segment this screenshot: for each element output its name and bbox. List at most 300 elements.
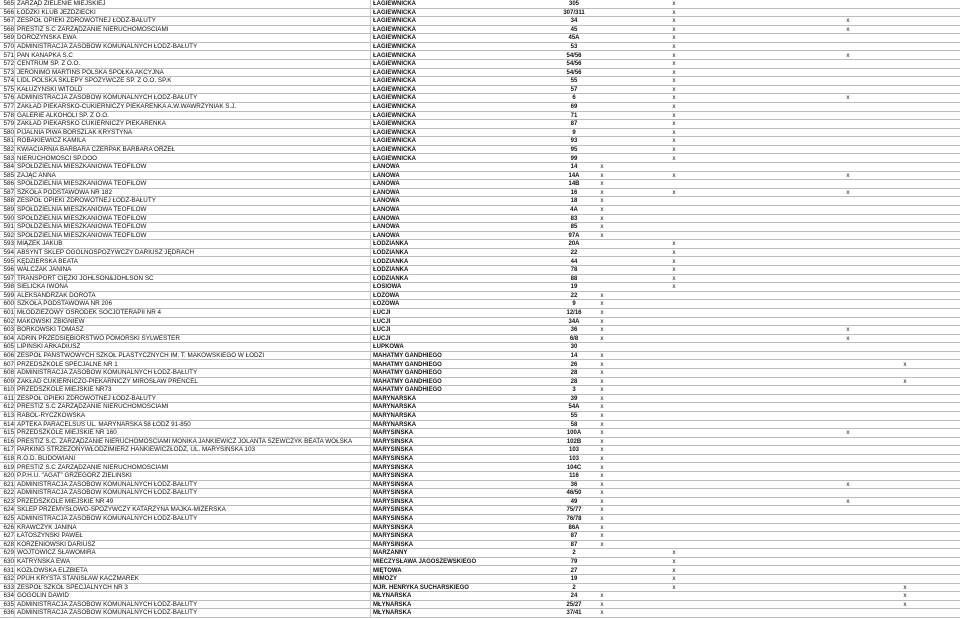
mark-col-5: x: [903, 583, 907, 591]
street-name: ŁANOWA: [373, 181, 400, 188]
table-row: [0, 524, 960, 533]
entity-name: ZESPÓŁ PAŃSTWOWYCH SZKÓŁ PLASTYCZNYCH IM. T. MAKOWSKIEGO W ŁODZI: [17, 351, 265, 359]
row-number: 605: [3, 343, 14, 351]
table-row: [0, 9, 960, 18]
row-number: 607: [3, 360, 14, 368]
row-number: 592: [3, 231, 14, 239]
street-name: ŁANOWA: [373, 172, 400, 179]
building-number: 20A: [568, 241, 580, 248]
entity-name: ADMINISTRACJA ZASOBÓW KOMUNALNYCH ŁÓDŹ-BAŁUTY: [17, 369, 198, 377]
row-number: 617: [3, 446, 14, 454]
table-row: [0, 506, 960, 515]
row-number: 609: [3, 377, 14, 385]
entity-name: PRESTIŻ S.C ZARZĄDZANIE NIERUCHOMOŚCIAMI: [17, 25, 169, 33]
building-number: 28: [570, 378, 578, 385]
street-name: ŁAGIEWNICKA: [373, 26, 416, 33]
building-number: 22: [570, 292, 578, 299]
street-name: MAHATMY GANDHIEGO: [373, 370, 442, 377]
mark-col-1: x: [600, 291, 604, 299]
mark-col-2: x: [672, 575, 676, 583]
building-number: 34: [570, 18, 578, 25]
building-number: 28: [570, 370, 578, 377]
building-number: 3: [572, 387, 576, 394]
building-number: 104C: [566, 464, 582, 471]
street-name: MJR. HENRYKA SUCHARSKIEGO: [373, 584, 469, 591]
building-number: 305: [568, 1, 579, 7]
building-number: 58: [570, 421, 578, 428]
mark-col-1: x: [600, 523, 604, 531]
table-row: [0, 258, 960, 267]
table-row: [0, 43, 960, 52]
row-number: 612: [3, 403, 14, 411]
mark-col-1: x: [600, 197, 604, 205]
building-number: 85: [570, 224, 578, 231]
table-row: [0, 335, 960, 344]
building-number: 88: [570, 275, 578, 282]
row-number: 567: [3, 17, 14, 25]
row-number: 586: [3, 180, 14, 188]
entity-name: MAKOWSKI ZBIGNIEW: [17, 317, 85, 325]
mark-col-1: x: [600, 386, 604, 394]
row-number: 581: [3, 137, 14, 145]
street-name: ŁAGIEWNICKA: [373, 61, 416, 68]
entity-name: BORKOWSKI TOMASZ: [17, 326, 84, 334]
mark-col-1: x: [600, 326, 604, 334]
table-row: [0, 34, 960, 43]
entity-name: SPÓŁDZIELNIA MIESZKANIOWA TEOFILÓW: [17, 163, 147, 171]
table-row: [0, 52, 960, 61]
building-number: 69: [570, 104, 578, 110]
entity-name: PRESTIŻ S.C. ZARZĄDZANIE NIERUCHOMOŚCIAMI MONIKA JANKIEWICZ JOLANTA SZEWCZYK BEATA WOŁSKA: [17, 437, 353, 445]
row-number: 578: [3, 111, 14, 119]
mark-col-2: x: [672, 188, 676, 196]
row-number: 589: [3, 206, 14, 213]
street-name: MARYNARSKA: [373, 421, 417, 428]
mark-col-1: x: [600, 540, 604, 548]
street-name: ŁODZIANKA: [373, 249, 409, 256]
mark-col-1: x: [600, 206, 604, 213]
mark-col-1: x: [600, 369, 604, 377]
entity-name: APTEKA PARACELSUS UL. MARYNARSKA 58 ŁÓDŹ 91-850: [17, 420, 191, 428]
mark-col-1: x: [600, 420, 604, 428]
mark-col-2: x: [672, 42, 676, 50]
street-name: ŁAGIEWNICKA: [373, 155, 416, 162]
street-name: MARYNARSKA: [373, 395, 417, 402]
building-number: 16: [570, 189, 578, 196]
row-number: 619: [3, 463, 14, 471]
row-number: 595: [3, 257, 14, 265]
street-name: MARYSIŃSKA: [373, 481, 414, 488]
table-row: [0, 464, 960, 473]
entity-name: MIĄZEK JAKUB: [17, 240, 63, 248]
mark-col-2: x: [672, 120, 676, 128]
table-row: [0, 481, 960, 490]
building-number: 100A: [566, 430, 582, 437]
entity-name: ZESPÓŁ OPIEKI ZDROWOTNEJ ŁÓDŹ-BAŁUTY: [17, 394, 156, 402]
mark-col-1: x: [600, 180, 604, 188]
table-row: [0, 609, 960, 618]
building-number: 6/8: [569, 335, 579, 342]
entity-name: PRZEDSZKOLE MIEJSKIE NR 160: [17, 429, 117, 437]
row-number: 572: [3, 60, 14, 68]
entity-name: ADMINISTRACJA ZASOBÓW KOMUNALNYCH ŁÓDŹ-BAŁUTY: [17, 489, 198, 497]
mark-col-4: x: [846, 51, 850, 59]
row-number: 615: [3, 429, 14, 437]
street-name: ŁAGIEWNICKA: [373, 35, 416, 42]
row-number: 573: [3, 68, 14, 76]
entity-name: ŁATOSZYŃSKI PAWEŁ: [17, 532, 83, 540]
table-row: [0, 103, 960, 112]
building-number: 55: [570, 413, 578, 419]
mark-col-1: x: [600, 163, 604, 171]
entity-name: SIELICKA IWONA: [17, 283, 69, 291]
row-number: 590: [3, 214, 14, 222]
entity-name: ADMINISTRACJA ZASOBÓW KOMUNALNYCH ŁÓDŹ-BAŁUTY: [17, 480, 198, 488]
entity-name: ZAKŁAD PIEKARSKO CUKIERNICZY PIEKARENKA: [17, 120, 166, 128]
mark-col-1: x: [600, 377, 604, 385]
row-number: 631: [3, 566, 14, 574]
building-number: 6: [572, 95, 576, 102]
row-number: 603: [3, 326, 14, 334]
row-number: 571: [3, 51, 14, 59]
table-row: [0, 215, 960, 224]
table-row: [0, 146, 960, 155]
mark-col-4: x: [846, 480, 850, 488]
mark-col-1: x: [600, 592, 604, 600]
building-number: 14: [570, 164, 578, 171]
table-row: [0, 94, 960, 103]
row-number: 635: [3, 600, 14, 608]
entity-name: TRANSPORT CIĘŻKI JOHLSON&JOHLSON SC: [17, 274, 154, 282]
mark-col-2: x: [672, 8, 676, 16]
table-row: [0, 558, 960, 567]
mark-col-1: x: [600, 472, 604, 480]
row-number: 594: [3, 248, 14, 256]
entity-name: PAN KANAPKA S.C: [17, 51, 73, 59]
table-row: [0, 223, 960, 232]
table-row: [0, 369, 960, 378]
building-number: 116: [569, 473, 579, 480]
mark-col-1: x: [600, 309, 604, 316]
mark-col-1: x: [600, 360, 604, 368]
entity-name: RABOL-RYCZKOWSKA: [17, 412, 86, 419]
row-number: 584: [3, 163, 14, 171]
street-name: ŁODZIANKA: [373, 241, 409, 248]
row-number: 583: [3, 154, 14, 162]
entity-name: ZESPÓŁ OPIEKI ZDROWOTNEJ ŁÓDŹ-BAŁUTY: [17, 17, 156, 25]
mark-col-2: x: [672, 283, 676, 291]
building-number: 14B: [568, 181, 580, 188]
street-name: ŁAGIEWNICKA: [373, 18, 416, 25]
mark-col-1: x: [600, 171, 604, 179]
table-row: [0, 361, 960, 370]
table-row: [0, 592, 960, 601]
mark-col-2: x: [672, 171, 676, 179]
row-number: 629: [3, 549, 14, 557]
mark-col-2: x: [672, 111, 676, 119]
street-name: ŁAGIEWNICKA: [373, 129, 416, 136]
mark-col-2: x: [672, 68, 676, 76]
mark-col-1: x: [600, 317, 604, 325]
row-number: 602: [3, 317, 14, 325]
street-name: ŁANOWA: [373, 232, 400, 239]
table-row: [0, 300, 960, 309]
table-row: [0, 446, 960, 455]
mark-col-2: x: [672, 103, 676, 110]
street-name: MARYSIŃSKA: [373, 473, 414, 480]
street-name: ŁAGIEWNICKA: [373, 104, 416, 110]
row-number: 623: [3, 497, 14, 505]
street-name: ŁAGIEWNICKA: [373, 78, 416, 85]
entity-name: ADMINISTRACJA ZASOBÓW KOMUNALNYCH ŁÓDŹ-BAŁUTY: [17, 609, 198, 617]
building-number: 87: [570, 121, 578, 128]
street-name: MIMOZY: [373, 576, 397, 583]
mark-col-1: x: [600, 515, 604, 522]
building-number: 45: [570, 26, 578, 33]
mark-col-1: x: [600, 480, 604, 488]
mark-col-5: x: [903, 600, 907, 608]
entity-name: PRZEDSZKOLE SPECJALNE NR 1: [17, 360, 118, 368]
table-row: [0, 232, 960, 241]
row-number: 610: [3, 386, 14, 394]
table-row: [0, 489, 960, 498]
table-row: [0, 541, 960, 550]
street-name: MARYSIŃSKA: [373, 455, 414, 462]
building-number: 9: [572, 301, 576, 308]
entity-name: LIDL POLSKA SKLEPY SPOŻYWCZE SP. Z O.O. SP.K: [17, 77, 172, 85]
building-number: 2: [572, 550, 576, 557]
street-name: MARYSIŃSKA: [373, 541, 414, 548]
street-name: MARYSIŃSKA: [373, 464, 414, 471]
building-number: 83: [570, 215, 578, 222]
entity-name: ALEKSANDRZAK DOROTA: [17, 291, 96, 299]
table-row: [0, 472, 960, 481]
mark-col-1: x: [600, 437, 604, 445]
street-name: ŁUCJI: [373, 335, 391, 342]
building-number: 71: [570, 112, 578, 119]
building-number: 75/77: [566, 507, 582, 514]
mark-col-2: x: [672, 0, 676, 7]
table-row: [0, 549, 960, 558]
row-number: 588: [3, 197, 14, 205]
building-number: 46/50: [566, 490, 582, 497]
mark-col-1: x: [600, 600, 604, 608]
entity-name: WALCZAK JANINA: [17, 266, 72, 274]
table-row: [0, 438, 960, 447]
entity-name: R.O.D. BLIDOWIANI: [17, 454, 76, 462]
building-number: 86A: [568, 524, 580, 531]
street-name: ŁAGIEWNICKA: [373, 146, 416, 153]
table-row: [0, 567, 960, 576]
entity-name: NIERUCHOMOŚCI SP.OOO: [17, 154, 98, 162]
table-row: [0, 249, 960, 258]
street-name: MARYSIŃSKA: [373, 516, 414, 522]
row-number: 632: [3, 575, 14, 583]
row-number: 634: [3, 592, 14, 600]
row-number: 582: [3, 145, 14, 153]
building-number: 37/41: [566, 610, 582, 617]
street-name: ŁAGIEWNICKA: [373, 112, 416, 119]
street-name: MAHATMY GANDHIEGO: [373, 378, 442, 385]
row-number: 579: [3, 120, 14, 128]
entity-name: PARKING STRZEŻONYWŁODZIMIERZ HANKIEWICZŁÓDŹ, UL. MARYSIŃSKA 103: [17, 446, 256, 454]
row-number: 585: [3, 171, 14, 179]
building-number: 103: [568, 455, 579, 462]
building-number: 307/311: [563, 9, 585, 16]
mark-col-2: x: [672, 583, 676, 591]
row-number: 630: [3, 557, 14, 565]
row-number: 604: [3, 334, 14, 342]
building-number: 93: [570, 138, 578, 145]
mark-col-2: x: [672, 549, 676, 557]
street-name: ŁODZIANKA: [373, 267, 409, 274]
entity-name: SZKOŁA PODSTAWOWA NR 206: [17, 300, 112, 308]
mark-col-2: x: [672, 17, 676, 25]
building-number: 39: [570, 395, 578, 402]
row-number: 599: [3, 291, 14, 299]
street-name: ŁUCJI: [373, 327, 391, 334]
row-number: 596: [3, 266, 14, 274]
entity-name: GALERIE ALKOHOLI SP. Z O.O.: [17, 111, 109, 119]
mark-col-2: x: [672, 566, 676, 574]
mark-col-2: x: [672, 137, 676, 145]
table-row: [0, 455, 960, 464]
row-number: 622: [3, 489, 14, 497]
entity-name: KĘDZIERSKA BEATA: [17, 257, 79, 265]
table-row: [0, 137, 960, 146]
row-number: 576: [3, 94, 14, 102]
building-number: 53: [570, 43, 578, 50]
row-number: 611: [3, 394, 14, 402]
mark-col-1: x: [600, 429, 604, 437]
building-number: 55: [570, 78, 578, 85]
entity-name: KOZŁOWSKA ELŻBIETA: [17, 566, 88, 574]
building-number: 99: [570, 155, 578, 162]
table-row: [0, 532, 960, 541]
building-number: 54/56: [566, 61, 582, 68]
street-name: ŁAGIEWNICKA: [373, 1, 416, 7]
building-number: 12/16: [566, 310, 582, 316]
mark-col-4: x: [846, 429, 850, 437]
street-name: ŁODZIANKA: [373, 275, 409, 282]
table-row: [0, 155, 960, 164]
row-number: 600: [3, 300, 14, 308]
mark-col-2: x: [672, 77, 676, 85]
entity-name: LIPIŃSKI ARKADIUSZ: [17, 343, 81, 351]
entity-name: ROBAKIEWICZ KAMILA: [17, 137, 86, 145]
street-name: ŁANOWA: [373, 207, 400, 213]
entity-name: ZAJĄC ANNA: [17, 171, 56, 179]
entity-name: ADMINISTRACJA ZASOBÓW KOMUNALNYCH ŁÓDŹ-BAŁUTY: [17, 515, 198, 522]
row-number: 601: [3, 309, 14, 316]
mark-col-1: x: [600, 532, 604, 540]
building-number: 2: [572, 584, 576, 591]
mark-col-5: x: [903, 592, 907, 600]
building-number: 102B: [566, 438, 582, 445]
street-name: MARYSIŃSKA: [373, 498, 414, 505]
street-name: MARYSIŃSKA: [373, 524, 414, 531]
entity-name: SPÓŁDZIELNIA MIESZKANIOWA TEOFILÓW: [17, 206, 147, 213]
street-name: ŁAGIEWNICKA: [373, 52, 416, 59]
building-number: 95: [570, 146, 578, 153]
row-number: 633: [3, 583, 14, 591]
street-name: ŁUPKOWA: [373, 344, 404, 351]
street-name: ŁANOWA: [373, 198, 400, 205]
mark-col-4: x: [846, 334, 850, 342]
building-number: 18: [570, 198, 578, 205]
mark-col-4: x: [846, 497, 850, 505]
street-name: MARYSIŃSKA: [373, 447, 414, 454]
entity-name: SKLEP PRZEMYSŁOWO-SPOŻYWCZY KATARZYNA MAJKA-MIZERSKA: [17, 506, 226, 514]
row-number: 618: [3, 454, 14, 462]
street-name: MARZANNY: [373, 550, 408, 557]
mark-col-1: x: [600, 454, 604, 462]
mark-col-2: x: [672, 248, 676, 256]
street-name: MIĘTOWA: [373, 567, 402, 574]
table-row: [0, 412, 960, 421]
entity-name: PRESTIŻ S.C ZARZĄDZANIE NIERUCHOMOŚCIAMI: [17, 403, 169, 411]
street-name: ŁANOWA: [373, 215, 400, 222]
row-number: 621: [3, 480, 14, 488]
building-number: 103: [568, 447, 579, 454]
mark-col-2: x: [672, 266, 676, 274]
street-name: MARYNARSKA: [373, 413, 417, 419]
mark-col-2: x: [672, 557, 676, 565]
street-name: MŁYNARSKA: [373, 593, 412, 600]
mark-col-1: x: [600, 214, 604, 222]
row-number: 628: [3, 540, 14, 548]
table-row: [0, 163, 960, 172]
mark-col-1: x: [600, 351, 604, 359]
table-row: [0, 17, 960, 26]
building-number: 34A: [568, 318, 580, 325]
table-row: [0, 352, 960, 361]
mark-col-2: x: [672, 60, 676, 68]
building-number: 57: [570, 86, 578, 93]
building-number: 44: [570, 258, 578, 265]
mark-col-2: x: [672, 145, 676, 153]
row-number: 626: [3, 523, 14, 531]
building-number: 78: [570, 267, 578, 274]
row-number: 574: [3, 77, 14, 85]
row-number: 620: [3, 472, 14, 480]
building-number: 27: [570, 567, 578, 574]
mark-col-1: x: [600, 223, 604, 231]
entity-name: ZAKŁAD PIEKARSKO-CUKIERNICZY PIEKARENKA A.W.WAWRZYNIAK S.J.: [17, 103, 237, 110]
entity-name: GOGOLIN DAWID: [17, 592, 69, 600]
table-row: [0, 266, 960, 275]
building-number: 87: [570, 541, 578, 548]
mark-col-1: x: [600, 334, 604, 342]
entity-name: ADMINISTRACJA ZASOBÓW KOMUNALNYCH ŁÓDŹ-BAŁUTY: [17, 600, 198, 608]
street-name: ŁANOWA: [373, 164, 400, 171]
building-number: 19: [570, 576, 578, 583]
row-number: 627: [3, 532, 14, 540]
table-row: [0, 0, 960, 9]
table-row: [0, 77, 960, 86]
entity-name: ZESPÓŁ SZKÓŁ SPECJALNYCH NR 3: [17, 583, 128, 591]
row-number: 575: [3, 85, 14, 93]
entity-name: ADRIN PRZEDSIĘBIORSTWO POMORSKI SYLWESTER: [17, 334, 180, 342]
table-row: [0, 206, 960, 215]
street-name: ŁAGIEWNICKA: [373, 69, 416, 76]
entity-name: JERONIMO MARTINS POLSKA SPÓŁKA AKCYJNA: [17, 68, 164, 76]
mark-col-4: x: [846, 171, 850, 179]
building-number: 25/27: [566, 601, 582, 608]
building-number: 26: [570, 361, 578, 368]
street-name: MAHATMY GANDHIEGO: [373, 387, 442, 394]
table-row: [0, 129, 960, 138]
